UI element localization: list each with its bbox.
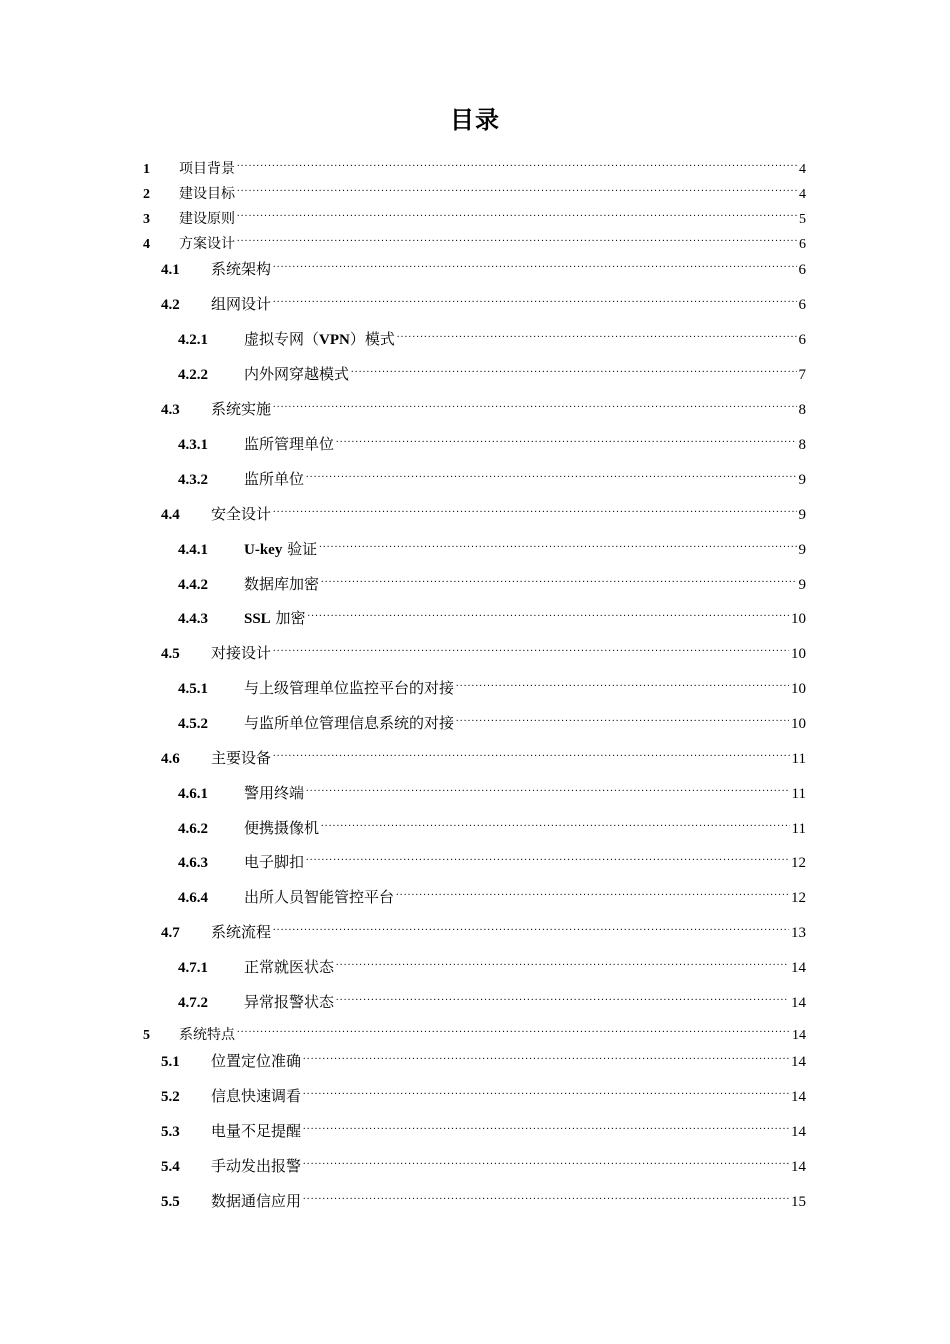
toc-leader-dots	[237, 1017, 790, 1039]
toc-entry-page: 10	[791, 681, 806, 697]
toc-entry[interactable]	[161, 1149, 806, 1175]
toc-entry-title: 与上级管理单位监控平台的对接	[244, 679, 455, 697]
toc-entry[interactable]	[178, 601, 806, 627]
toc-entry-number: 4.5	[161, 646, 180, 662]
toc-entry-number: 2	[143, 187, 150, 202]
toc-entry-page: 6	[798, 262, 806, 278]
toc-leader-dots	[303, 1184, 789, 1206]
toc-leader-dots	[303, 1079, 789, 1101]
toc-entry-page: 7	[798, 367, 806, 383]
toc-leader-dots	[303, 1114, 789, 1136]
toc-entry[interactable]	[178, 357, 806, 383]
toc-entry[interactable]	[161, 915, 806, 941]
toc-entry-number: 4.2	[161, 297, 180, 313]
toc-entry-title: 项目背景	[179, 161, 235, 177]
toc-entry-title: 与监所单位管理信息系统的对接	[244, 714, 455, 732]
toc-entry[interactable]	[161, 392, 806, 418]
toc-entry-title: 监所管理单位	[244, 435, 335, 453]
toc-entry-title: 方案设计	[179, 236, 235, 252]
toc-entry-page: 4	[799, 162, 806, 177]
toc-entry-title: 出所人员智能管控平台	[244, 888, 395, 906]
toc-leader-dots	[273, 915, 789, 937]
toc-entry-title: 电子脚扣	[244, 853, 305, 871]
toc-leader-dots	[273, 497, 796, 519]
toc-entry[interactable]	[178, 532, 806, 558]
toc-entry-number: 4.1	[161, 262, 180, 278]
toc-leader-dots	[456, 671, 789, 693]
toc-entry-title: 安全设计	[211, 505, 272, 523]
toc-entry[interactable]	[178, 985, 806, 1011]
toc-entry[interactable]	[178, 706, 806, 732]
toc-entry-page: 8	[798, 437, 806, 453]
toc-entry[interactable]	[161, 287, 806, 313]
toc-entry-number: 5.1	[161, 1054, 180, 1070]
toc-leader-dots	[336, 950, 789, 972]
toc-entry-title: 系统流程	[211, 923, 272, 941]
toc-entry-title: 警用终端	[244, 784, 305, 802]
toc-entry-page: 15	[791, 1194, 806, 1210]
toc-entry-page: 5	[799, 212, 806, 227]
toc-entry-title: 数据库加密	[244, 575, 320, 593]
toc-entry-number: 4.3.2	[178, 472, 208, 488]
toc-entry-number: 4.6.2	[178, 821, 208, 837]
toc-entry-title: SSL 加密	[244, 609, 306, 627]
toc-leader-dots	[336, 427, 796, 449]
toc-entry-number: 4.5.2	[178, 716, 208, 732]
toc-entry-page: 4	[799, 187, 806, 202]
toc-entry-number: 4.2.1	[178, 332, 208, 348]
page-title: 目录	[450, 106, 500, 134]
toc-leader-dots	[351, 357, 796, 379]
toc-entry-title: 组网设计	[211, 295, 272, 313]
toc-entry-number: 4.7.2	[178, 995, 208, 1011]
toc-entry-page: 6	[798, 297, 806, 313]
toc-entry-title: 建设目标	[179, 186, 235, 202]
toc-leader-dots	[319, 532, 796, 554]
toc-entry-page: 14	[791, 1054, 806, 1070]
toc-entry-number: 4.6	[161, 751, 180, 767]
toc-leader-dots	[306, 462, 796, 484]
toc-entry[interactable]	[178, 811, 806, 837]
toc-entry-page: 8	[798, 402, 806, 418]
toc-entry-number: 5	[143, 1028, 150, 1043]
toc-entry-page: 6	[798, 332, 806, 348]
toc-entry-page: 14	[791, 995, 806, 1011]
toc-entry-title: 信息快速调看	[211, 1087, 302, 1105]
toc-entry[interactable]	[178, 880, 806, 906]
toc-entry-title: 数据通信应用	[211, 1192, 302, 1210]
toc-entry[interactable]	[143, 151, 806, 177]
toc-leader-dots	[306, 776, 790, 798]
toc-leader-dots	[237, 226, 797, 248]
toc-entry-number: 4.7.1	[178, 960, 208, 976]
toc-entry-page: 12	[791, 890, 806, 906]
toc-entry[interactable]	[161, 1044, 806, 1070]
toc-entry-page: 13	[791, 925, 806, 941]
toc-leader-dots	[321, 811, 790, 833]
toc-entry-number: 4.3.1	[178, 437, 208, 453]
toc-entry-page: 14	[791, 1124, 806, 1140]
toc-entry-title: 虚拟专网（VPN）模式	[244, 330, 395, 348]
toc-entry-title: 主要设备	[211, 749, 272, 767]
toc-leader-dots	[273, 287, 796, 309]
toc-entry-page: 14	[791, 1089, 806, 1105]
toc-entry[interactable]	[178, 427, 806, 453]
toc-entry-number: 4.7	[161, 925, 180, 941]
toc-entry-title: U-key 验证	[244, 540, 318, 558]
toc-entry-page: 11	[791, 821, 806, 837]
toc-entry-number: 5.5	[161, 1194, 180, 1210]
toc-entry[interactable]	[143, 176, 806, 202]
toc-entry-number: 4.3	[161, 402, 180, 418]
toc-leader-dots	[273, 636, 789, 658]
toc-leader-dots	[306, 845, 789, 867]
toc-entry-number: 4.4.2	[178, 577, 208, 593]
toc-entry-page: 10	[791, 646, 806, 662]
toc-entry-number: 3	[143, 212, 150, 227]
toc-entry[interactable]	[161, 252, 806, 278]
toc-entry[interactable]	[161, 497, 806, 523]
toc-entry-page: 9	[798, 542, 806, 558]
toc-entry-number: 4.4	[161, 507, 180, 523]
toc-leader-dots	[273, 392, 796, 414]
toc-entry[interactable]	[161, 1079, 806, 1105]
toc-entry-title: 监所单位	[244, 470, 305, 488]
toc-leader-dots	[237, 201, 797, 223]
toc-entry-number: 4.6.1	[178, 786, 208, 802]
toc-entry-title: 电量不足提醒	[211, 1122, 302, 1140]
toc-entry-number: 1	[143, 162, 150, 177]
toc-leader-dots	[336, 985, 789, 1007]
toc-entry-number: 4.4.3	[178, 611, 208, 627]
toc-entry[interactable]	[178, 671, 806, 697]
toc-entry-title: 手动发出报警	[211, 1157, 302, 1175]
toc-entry-number: 4.2.2	[178, 367, 208, 383]
toc-leader-dots	[396, 880, 789, 902]
toc-entry-title: 位置定位准确	[211, 1052, 302, 1070]
toc-entry-title: 系统实施	[211, 400, 272, 418]
toc-entry[interactable]	[161, 1114, 806, 1140]
toc-leader-dots	[237, 151, 797, 173]
toc-entry[interactable]	[178, 950, 806, 976]
toc-entry-title: 正常就医状态	[244, 958, 335, 976]
toc-entry-page: 12	[791, 855, 806, 871]
toc-entry[interactable]	[178, 567, 806, 593]
toc-entry[interactable]	[143, 226, 806, 252]
toc-leader-dots	[397, 322, 797, 344]
toc-leader-dots	[303, 1149, 789, 1171]
toc-entry-title: 异常报警状态	[244, 993, 335, 1011]
toc-entry-title: 内外网穿越模式	[244, 365, 350, 383]
toc-leader-dots	[237, 176, 797, 198]
toc-entry[interactable]	[178, 776, 806, 802]
toc-entry-number: 5.4	[161, 1159, 180, 1175]
toc-entry-title: 系统特点	[179, 1027, 235, 1043]
toc-entry[interactable]	[178, 845, 806, 871]
toc-entry-number: 4	[143, 237, 150, 252]
toc-entry-number: 4.5.1	[178, 681, 208, 697]
toc-entry-page: 11	[791, 786, 806, 802]
toc-entry-page: 9	[798, 472, 806, 488]
toc-entry[interactable]	[161, 741, 806, 767]
toc-entry-title: 对接设计	[211, 644, 272, 662]
toc-entry-page: 14	[792, 1028, 806, 1043]
toc-entry-number: 4.6.4	[178, 890, 208, 906]
toc-entry-number: 5.3	[161, 1124, 180, 1140]
toc-entry-page: 10	[791, 716, 806, 732]
toc-entry[interactable]	[178, 462, 806, 488]
toc-entry[interactable]	[161, 1184, 806, 1210]
toc-entry-page: 14	[791, 1159, 806, 1175]
toc-leader-dots	[321, 567, 796, 589]
toc-leader-dots	[456, 706, 789, 728]
toc-entry-page: 14	[791, 960, 806, 976]
toc-entry[interactable]	[143, 1017, 806, 1043]
toc-entry-number: 4.4.1	[178, 542, 208, 558]
toc-entry-page: 10	[791, 611, 806, 627]
toc-leader-dots	[273, 741, 790, 763]
toc-entry[interactable]	[143, 201, 806, 227]
toc-leader-dots	[273, 252, 796, 274]
toc-entry[interactable]	[161, 636, 806, 662]
toc-entry-page: 9	[798, 577, 806, 593]
toc-entry-title: 建设原则	[179, 211, 235, 227]
toc-entry-number: 4.6.3	[178, 855, 208, 871]
toc-entry-page: 11	[791, 751, 806, 767]
toc-entry-title: 系统架构	[211, 260, 272, 278]
toc-entry-page: 9	[798, 507, 806, 523]
toc-leader-dots	[307, 601, 789, 623]
toc-leader-dots	[303, 1044, 789, 1066]
toc-entry-number: 5.2	[161, 1089, 180, 1105]
toc-entry[interactable]	[178, 322, 806, 348]
toc-entry-title: 便携摄像机	[244, 819, 320, 837]
toc-entry-page: 6	[799, 237, 806, 252]
